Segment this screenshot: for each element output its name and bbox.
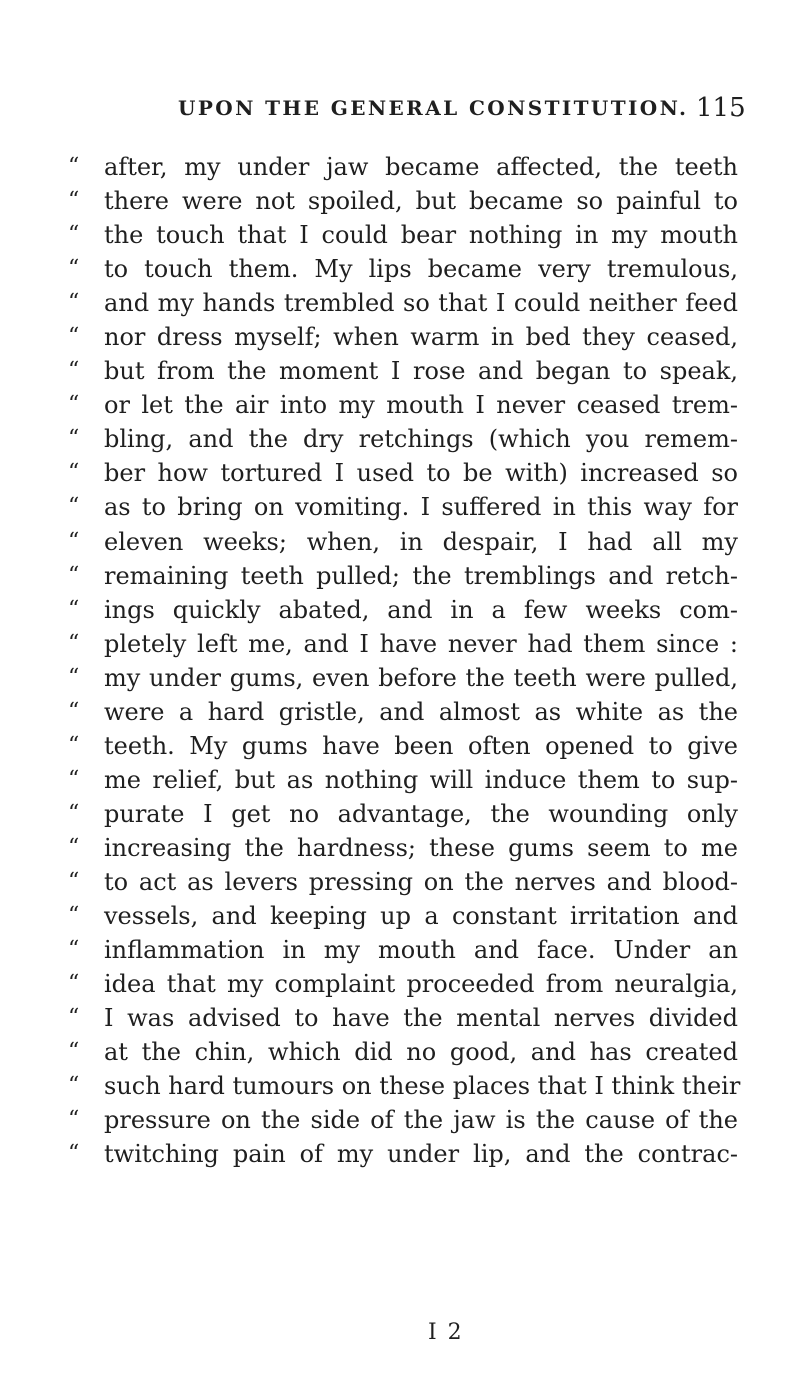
- line-text: remaining teeth pulled; the tremblings and retch-: [104, 561, 738, 590]
- text-line: [68, 729, 738, 763]
- quote-mark: “: [68, 1141, 80, 1167]
- line-text: and my hands trembled so that I could neither feed: [104, 289, 738, 318]
- quote-mark: “: [68, 664, 80, 690]
- line-text: or let the air into my mouth I never ceased trem-: [104, 391, 738, 420]
- quote-mark: “: [68, 937, 80, 963]
- quote-mark: “: [68, 1005, 80, 1031]
- text-line: [68, 252, 738, 286]
- line-text: after, my under jaw became affected, the teeth: [104, 153, 738, 181]
- quote-mark: “: [68, 460, 80, 486]
- quote-mark: “: [68, 766, 80, 792]
- line-text: such hard tumours on these places that I think their: [104, 1072, 741, 1101]
- text-line: [68, 1001, 738, 1035]
- quote-mark: “: [68, 1073, 80, 1099]
- signature-mark: I 2: [428, 1320, 464, 1345]
- text-line: [68, 1137, 738, 1171]
- line-text: were a hard gristle, and almost as white as the: [104, 697, 738, 726]
- text-line: [68, 695, 738, 729]
- line-text: the touch that I could bear nothing in my mouth: [104, 221, 738, 250]
- text-line: [68, 763, 738, 797]
- text-line: [68, 218, 738, 252]
- page-number: 115: [696, 93, 746, 123]
- body-text: [68, 150, 741, 1171]
- quote-mark: “: [68, 834, 80, 860]
- text-line: [68, 1103, 738, 1137]
- quote-mark: “: [68, 426, 80, 452]
- text-line: [68, 354, 738, 388]
- text-line: [68, 831, 738, 865]
- quote-mark: “: [68, 596, 80, 622]
- quote-mark: “: [68, 868, 80, 894]
- quote-mark: “: [68, 903, 80, 929]
- quote-mark: “: [68, 290, 80, 316]
- line-text: me relief, but as nothing will induce them to sup-: [104, 765, 738, 794]
- line-text: as to bring on vomiting. I suffered in this way for: [104, 493, 738, 522]
- quote-mark: “: [68, 630, 80, 656]
- quote-mark: “: [68, 800, 80, 826]
- text-line: [68, 388, 738, 422]
- quote-mark: “: [68, 256, 80, 282]
- line-text: pressure on the side of the jaw is the cause of the: [104, 1106, 738, 1135]
- line-text: increasing the hardness; these gums seem to me: [104, 833, 738, 862]
- quote-mark: “: [68, 154, 80, 179]
- text-line: [68, 967, 738, 1001]
- line-text: to touch them. My lips became very tremulous,: [104, 255, 738, 284]
- text-line: [68, 593, 738, 627]
- line-text: vessels, and keeping up a constant irritation and: [104, 902, 738, 931]
- quote-mark: “: [68, 1039, 80, 1065]
- quote-mark: “: [68, 222, 80, 248]
- text-line: [68, 797, 738, 831]
- line-text: purate I get no advantage, the wounding only: [104, 799, 738, 828]
- text-line: [68, 1035, 738, 1069]
- quote-mark: “: [68, 562, 80, 588]
- running-head: UPON THE GENERAL CONSTITUTION.: [178, 96, 689, 120]
- quote-mark: “: [68, 358, 80, 384]
- quote-mark: “: [68, 971, 80, 997]
- text-line: [68, 422, 738, 456]
- line-text: ber how tortured I used to be with) increased so: [104, 459, 738, 488]
- quote-mark: “: [68, 392, 80, 418]
- quote-mark: “: [68, 732, 80, 758]
- text-line: [68, 525, 738, 559]
- line-text: my under gums, even before the teeth were pulled,: [104, 663, 738, 692]
- line-text: eleven weeks; when, in despair, I had all my: [104, 527, 738, 556]
- text-line: [68, 184, 738, 218]
- line-text: there were not spoiled, but became so painful to: [104, 187, 738, 216]
- page-header: [0, 88, 800, 128]
- text-line: [68, 1069, 741, 1103]
- line-text: bling, and the dry retchings (which you remem-: [104, 425, 738, 454]
- line-text: pletely left me, and I have never had them since :: [104, 629, 738, 658]
- text-line: [68, 320, 738, 354]
- text-line: [68, 286, 738, 320]
- text-line: [68, 865, 738, 899]
- line-text: I was advised to have the mental nerves divided: [104, 1004, 738, 1033]
- quote-mark: “: [68, 1107, 80, 1133]
- text-line: [68, 661, 738, 695]
- line-text: but from the moment I rose and began to speak,: [104, 357, 738, 386]
- quote-mark: “: [68, 188, 80, 214]
- line-text: idea that my complaint proceeded from neuralgia,: [104, 970, 738, 999]
- line-text: nor dress myself; when warm in bed they ceased,: [104, 323, 738, 352]
- text-line: [68, 490, 738, 524]
- quote-mark: “: [68, 494, 80, 520]
- line-text: inflammation in my mouth and face. Under an: [104, 936, 738, 965]
- line-text: at the chin, which did no good, and has created: [104, 1038, 738, 1067]
- line-text: teeth. My gums have been often opened to give: [104, 731, 738, 760]
- text-line: [68, 933, 738, 967]
- line-text: twitching pain of my under lip, and the contrac-: [104, 1140, 738, 1169]
- text-line: [68, 627, 738, 661]
- line-text: ings quickly abated, and in a few weeks com-: [104, 595, 738, 624]
- line-text: to act as levers pressing on the nerves and blood-: [104, 867, 738, 896]
- text-line: [68, 559, 738, 593]
- text-line: [68, 150, 738, 184]
- quote-mark: “: [68, 698, 80, 724]
- quote-mark: “: [68, 324, 80, 350]
- text-line: [68, 899, 738, 933]
- quote-mark: “: [68, 528, 80, 554]
- text-line: [68, 456, 738, 490]
